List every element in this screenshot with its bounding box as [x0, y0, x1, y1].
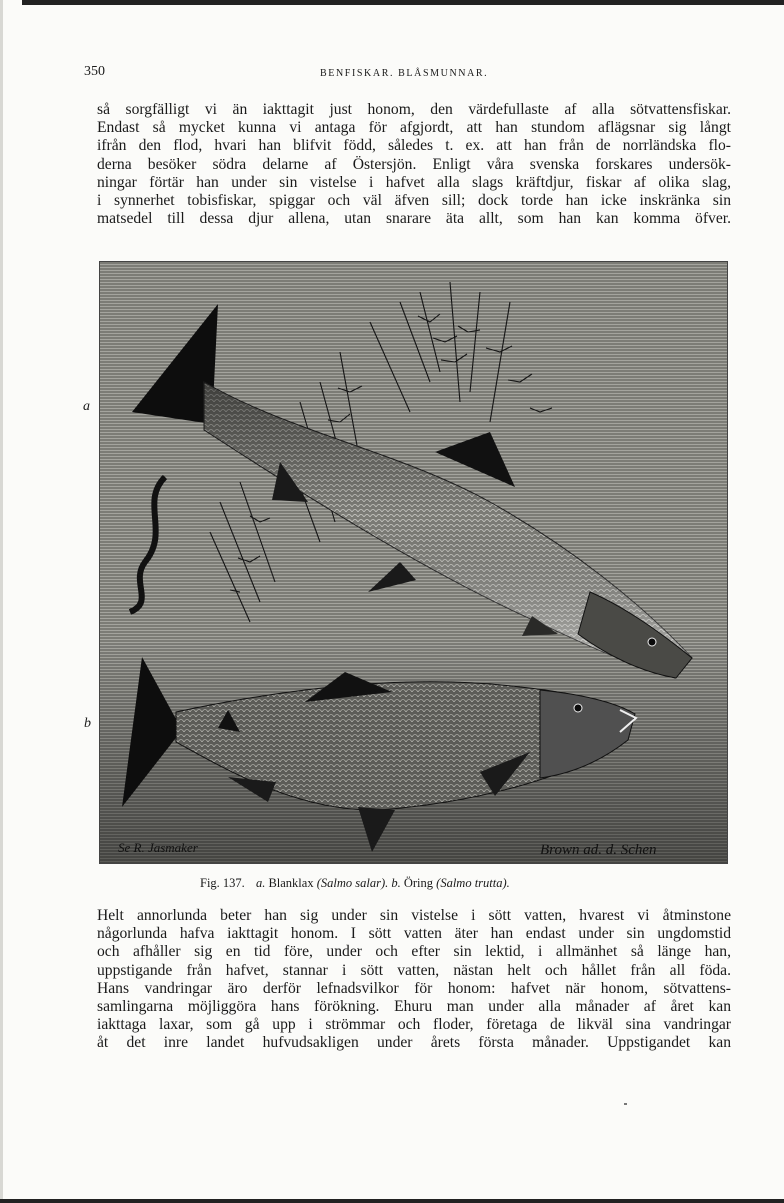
- text-line: uppstigande från hafvet, stannar i sött vatten, nästan helt och hållet från all föda.: [97, 961, 731, 979]
- text-line: ifrån den flod, hvari han blifvit född, således t. ex. att han från de norrländska flo-: [97, 137, 731, 155]
- text-line: matsedel till dessa djur allena, utan snarare äta allt, som han kan komma öfver.: [97, 210, 731, 228]
- text-line: Helt annorlunda beter han sig under sin vistelse i sött vatten, hvarest vi åtminstone: [97, 907, 731, 924]
- left-page-edge: [0, 0, 3, 1203]
- text-line: åt det inre landet hufvudsakligen under årets första månader. Uppstigandet kan: [97, 1034, 731, 1052]
- engraving-illustration: [100, 262, 727, 863]
- text-line: Hans vandringar äro derför lefnadsvilkor för honom: hafvet när honom, sötvattens-: [97, 979, 731, 997]
- paragraph-bottom: [97, 907, 731, 1053]
- caption-fig-number: Fig. 137.: [200, 876, 245, 890]
- engraver-signature-left: Se R. Jasmaker: [118, 840, 198, 855]
- figure-caption: [200, 876, 510, 891]
- bottom-border-rule: [0, 1199, 784, 1203]
- figure-label-b: b: [84, 716, 91, 731]
- text-line: samlingarna möjliggöra hans förökning. Ehuru man under alla månader af året kan: [97, 998, 731, 1016]
- text-line: derna besöker södra delarne af Östersjön. Enligt våra svenska forskares undersök-: [97, 155, 731, 173]
- caption-b-letter: b.: [391, 876, 401, 890]
- running-head: BENFISKAR. BLÅSMUNNAR.: [320, 68, 489, 79]
- print-speck: [624, 1103, 627, 1105]
- text-line: ningar förtär han under sin vistelse i hafvet alla slags kräftdjur, fiskar af olika slag,: [97, 173, 731, 191]
- text-line: så sorgfälligt vi än iakttagit just honom, den värdefullaste af alla sötvattensfiskar.: [97, 101, 731, 118]
- page-number: 350: [84, 64, 105, 79]
- text-line: Endast så mycket kunna vi antaga för afgjordt, att han stundom aflägsnar sig långt: [97, 119, 731, 137]
- caption-a-name: Blanklax: [268, 876, 314, 890]
- engraver-signature-right: Brown ad. d. Schen: [540, 842, 657, 858]
- top-border-rule: [22, 0, 784, 5]
- caption-b-latin: (Salmo trutta).: [436, 876, 510, 890]
- engraving-plate: [99, 261, 728, 864]
- caption-a-latin: (Salmo salar).: [316, 876, 389, 890]
- text-line: någorlunda hafva iakttagit honom. I sött vatten äter han endast under sin ungdomstid: [97, 925, 731, 943]
- paragraph-top: [97, 101, 731, 228]
- caption-b-name: Öring: [403, 876, 434, 890]
- caption-a-letter: a.: [255, 876, 266, 890]
- text-line: i synnerhet tobisfiskar, spiggar och väl äfven sill; dock torde han icke inskränka sin: [97, 192, 731, 210]
- figure-label-a: a: [83, 399, 90, 414]
- fish-b-eye: [574, 704, 582, 712]
- text-line: och afhåller sig en tid före, under och efter sin lektid, i allmänhet så länge han,: [97, 943, 731, 961]
- text-line: iakttaga laxar, som gå upp i strömmar och floder, företaga de likväl sina vandringar: [97, 1016, 731, 1034]
- fish-a-eye: [648, 638, 656, 646]
